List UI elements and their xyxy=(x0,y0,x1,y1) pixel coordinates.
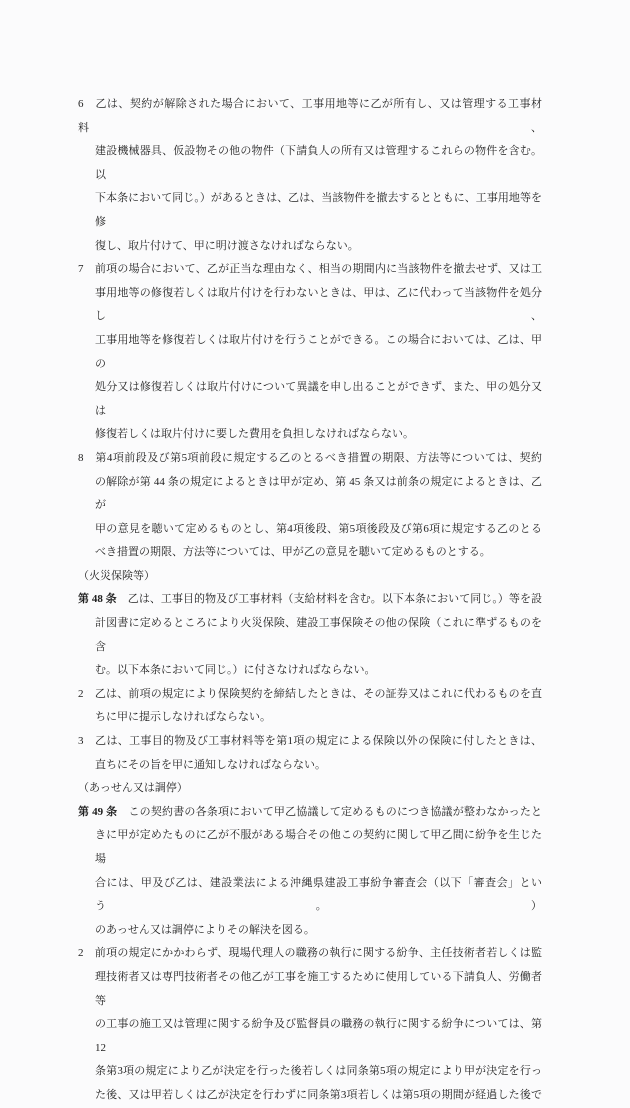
clause-item-number: 2 xyxy=(78,687,84,700)
line-text: 第4項前段及び第5項前段に規定する乙のとるべき措置の期限、方法等については、契約 xyxy=(95,451,543,464)
clause-paragraph xyxy=(78,942,542,1107)
text-line xyxy=(95,140,542,187)
line-text: 合には、甲及び乙は、建設業法による沖縄県建設工事紛争審査会（以下「審査会」という。） xyxy=(95,876,542,913)
line-text: この契約書の各条項において甲乙協議して定めるものにつき協議が整わなかったと xyxy=(128,805,543,818)
line-text: べき措置の期限、方法等については、甲が乙の意見を聴いて定めるものとする。 xyxy=(95,546,491,559)
text-line xyxy=(95,1013,542,1060)
text-line xyxy=(95,518,542,542)
line-text: 建設機械器具、仮設物その他の物件（下請負人の所有又は管理するこれらの物件を含む。以 xyxy=(95,145,542,181)
clause-paragraph xyxy=(78,447,542,565)
line-text: 復し、取片付けて、甲に明け渡さなければならない。 xyxy=(95,239,359,252)
section-heading xyxy=(78,565,542,589)
line-text: た後、又は甲若しくは乙が決定を行わずに同条第3項若しくは第5項の期間が経過した後で xyxy=(95,1088,542,1101)
line-text: 理技術者又は専門技術者その他乙が工事を施工するために使用している下請負人、労働者等 xyxy=(95,970,542,1007)
line-text: 直ちにその旨を甲に通知しなければならない。 xyxy=(95,758,326,771)
text-line xyxy=(95,235,542,259)
article-number: 第 48 条 xyxy=(78,593,117,606)
text-line xyxy=(78,942,542,966)
line-text: ちに甲に提示しなければならない。 xyxy=(95,711,271,724)
line-text: 乙は、工事目的物及び工事材料等を第1項の規定による保険以外の保険に付したときは、 xyxy=(95,735,543,748)
text-line xyxy=(95,541,542,565)
contract-text-block xyxy=(78,93,542,1108)
text-line xyxy=(78,683,542,707)
line-text: の解除が第 44 条の規定によるときは甲が定め、第 45 条又は前条の規定によるときは、乙が xyxy=(95,475,542,512)
line-text: む。以下本条において同じ。）に付さなければならない。 xyxy=(95,664,376,677)
clause-paragraph xyxy=(78,730,542,777)
text-line xyxy=(95,187,542,234)
line-text: きに甲が定めたものに乙が不服がある場合その他この契約に関して甲乙間に紛争を生じた場 xyxy=(95,829,542,865)
article-number: 第 49 条 xyxy=(78,805,118,818)
text-line xyxy=(78,777,542,801)
text-line xyxy=(78,565,542,589)
text-line xyxy=(95,659,542,683)
text-line xyxy=(95,872,542,919)
line-text: （火災保険等） xyxy=(78,569,155,582)
line-text: 乙は、契約が解除された場合において、工事用地等に乙が所有し、又は管理する工事材料、 xyxy=(78,98,542,134)
text-line xyxy=(95,471,542,518)
line-text: 甲の意見を聴いて定めるものとし、第4項後段、第5項後段及び第6項に規定する乙のとる xyxy=(95,522,542,535)
text-line xyxy=(78,588,542,612)
line-text: 前項の場合において、乙が正当な理由なく、相当の期間内に当該物件を撤去せず、又は工 xyxy=(94,263,542,276)
line-text: （あっせん又は調停） xyxy=(78,782,188,795)
text-line xyxy=(95,706,542,730)
line-text: 下本条において同じ。）があるときは、乙は、当該物件を撤去するとともに、工事用地等を修 xyxy=(95,192,542,228)
clause-item-number: 3 xyxy=(78,735,84,748)
line-text: 工事用地等を修復若しくは取片付けを行うことができる。この場合においては、乙は、甲の xyxy=(95,333,542,370)
line-text: 前項の規定にかかわらず、現場代理人の職務の執行に関する紛争、主任技術者若しくは監 xyxy=(94,947,543,960)
line-text: 処分又は修復若しくは取片付けについて異議を申し出ることができず、また、甲の処分又は xyxy=(95,381,542,417)
article-paragraph xyxy=(78,801,542,943)
text-line xyxy=(95,966,542,1013)
line-text: 修復若しくは取片付けに要した費用を負担しなければならない。 xyxy=(95,428,414,441)
clause-item-number: 6 xyxy=(78,98,84,110)
text-line xyxy=(78,93,542,140)
article-paragraph xyxy=(78,588,542,682)
line-text: 計図書に定めるところにより火災保険、建設工事保険その他の保険（これに準ずるものを含 xyxy=(95,617,542,653)
line-text: 条第3項の規定により乙が決定を行った後若しくは同条第5項の規定により甲が決定を行っ xyxy=(95,1065,542,1078)
text-line xyxy=(78,447,542,471)
text-line xyxy=(78,730,542,754)
clause-paragraph xyxy=(78,258,542,447)
section-heading xyxy=(78,777,542,801)
text-line xyxy=(95,329,542,376)
text-line xyxy=(95,612,542,659)
clause-item-number: 7 xyxy=(78,263,84,276)
text-line xyxy=(95,376,542,423)
line-text: 乙は、前項の規定により保険契約を締結したときは、その証券又はこれに代わるものを直 xyxy=(94,687,543,700)
clause-item-number: 2 xyxy=(78,947,84,960)
text-line xyxy=(95,754,542,778)
clause-paragraph xyxy=(78,93,542,258)
text-line xyxy=(78,801,542,825)
text-line xyxy=(95,919,542,943)
line-text: の工事の施工又は管理に関する紛争及び監督員の職務の執行に関する紛争については、第 12 xyxy=(95,1018,542,1054)
text-line xyxy=(95,1060,542,1084)
text-line xyxy=(95,1084,542,1108)
clause-item-number: 8 xyxy=(78,451,84,464)
text-line xyxy=(95,282,542,329)
clause-paragraph xyxy=(78,683,542,730)
line-text: のあっせん又は調停によりその解決を図る。 xyxy=(95,923,315,936)
text-line xyxy=(95,824,542,871)
line-text: 事用地等の修復若しくは取片付けを行わないときは、甲は、乙に代わって当該物件を処分し、 xyxy=(95,286,542,323)
text-line xyxy=(95,423,542,447)
text-line xyxy=(78,258,542,282)
line-text: 乙は、工事目的物及び工事材料（支給材料を含む。以下本条において同じ。）等を設 xyxy=(127,593,543,606)
